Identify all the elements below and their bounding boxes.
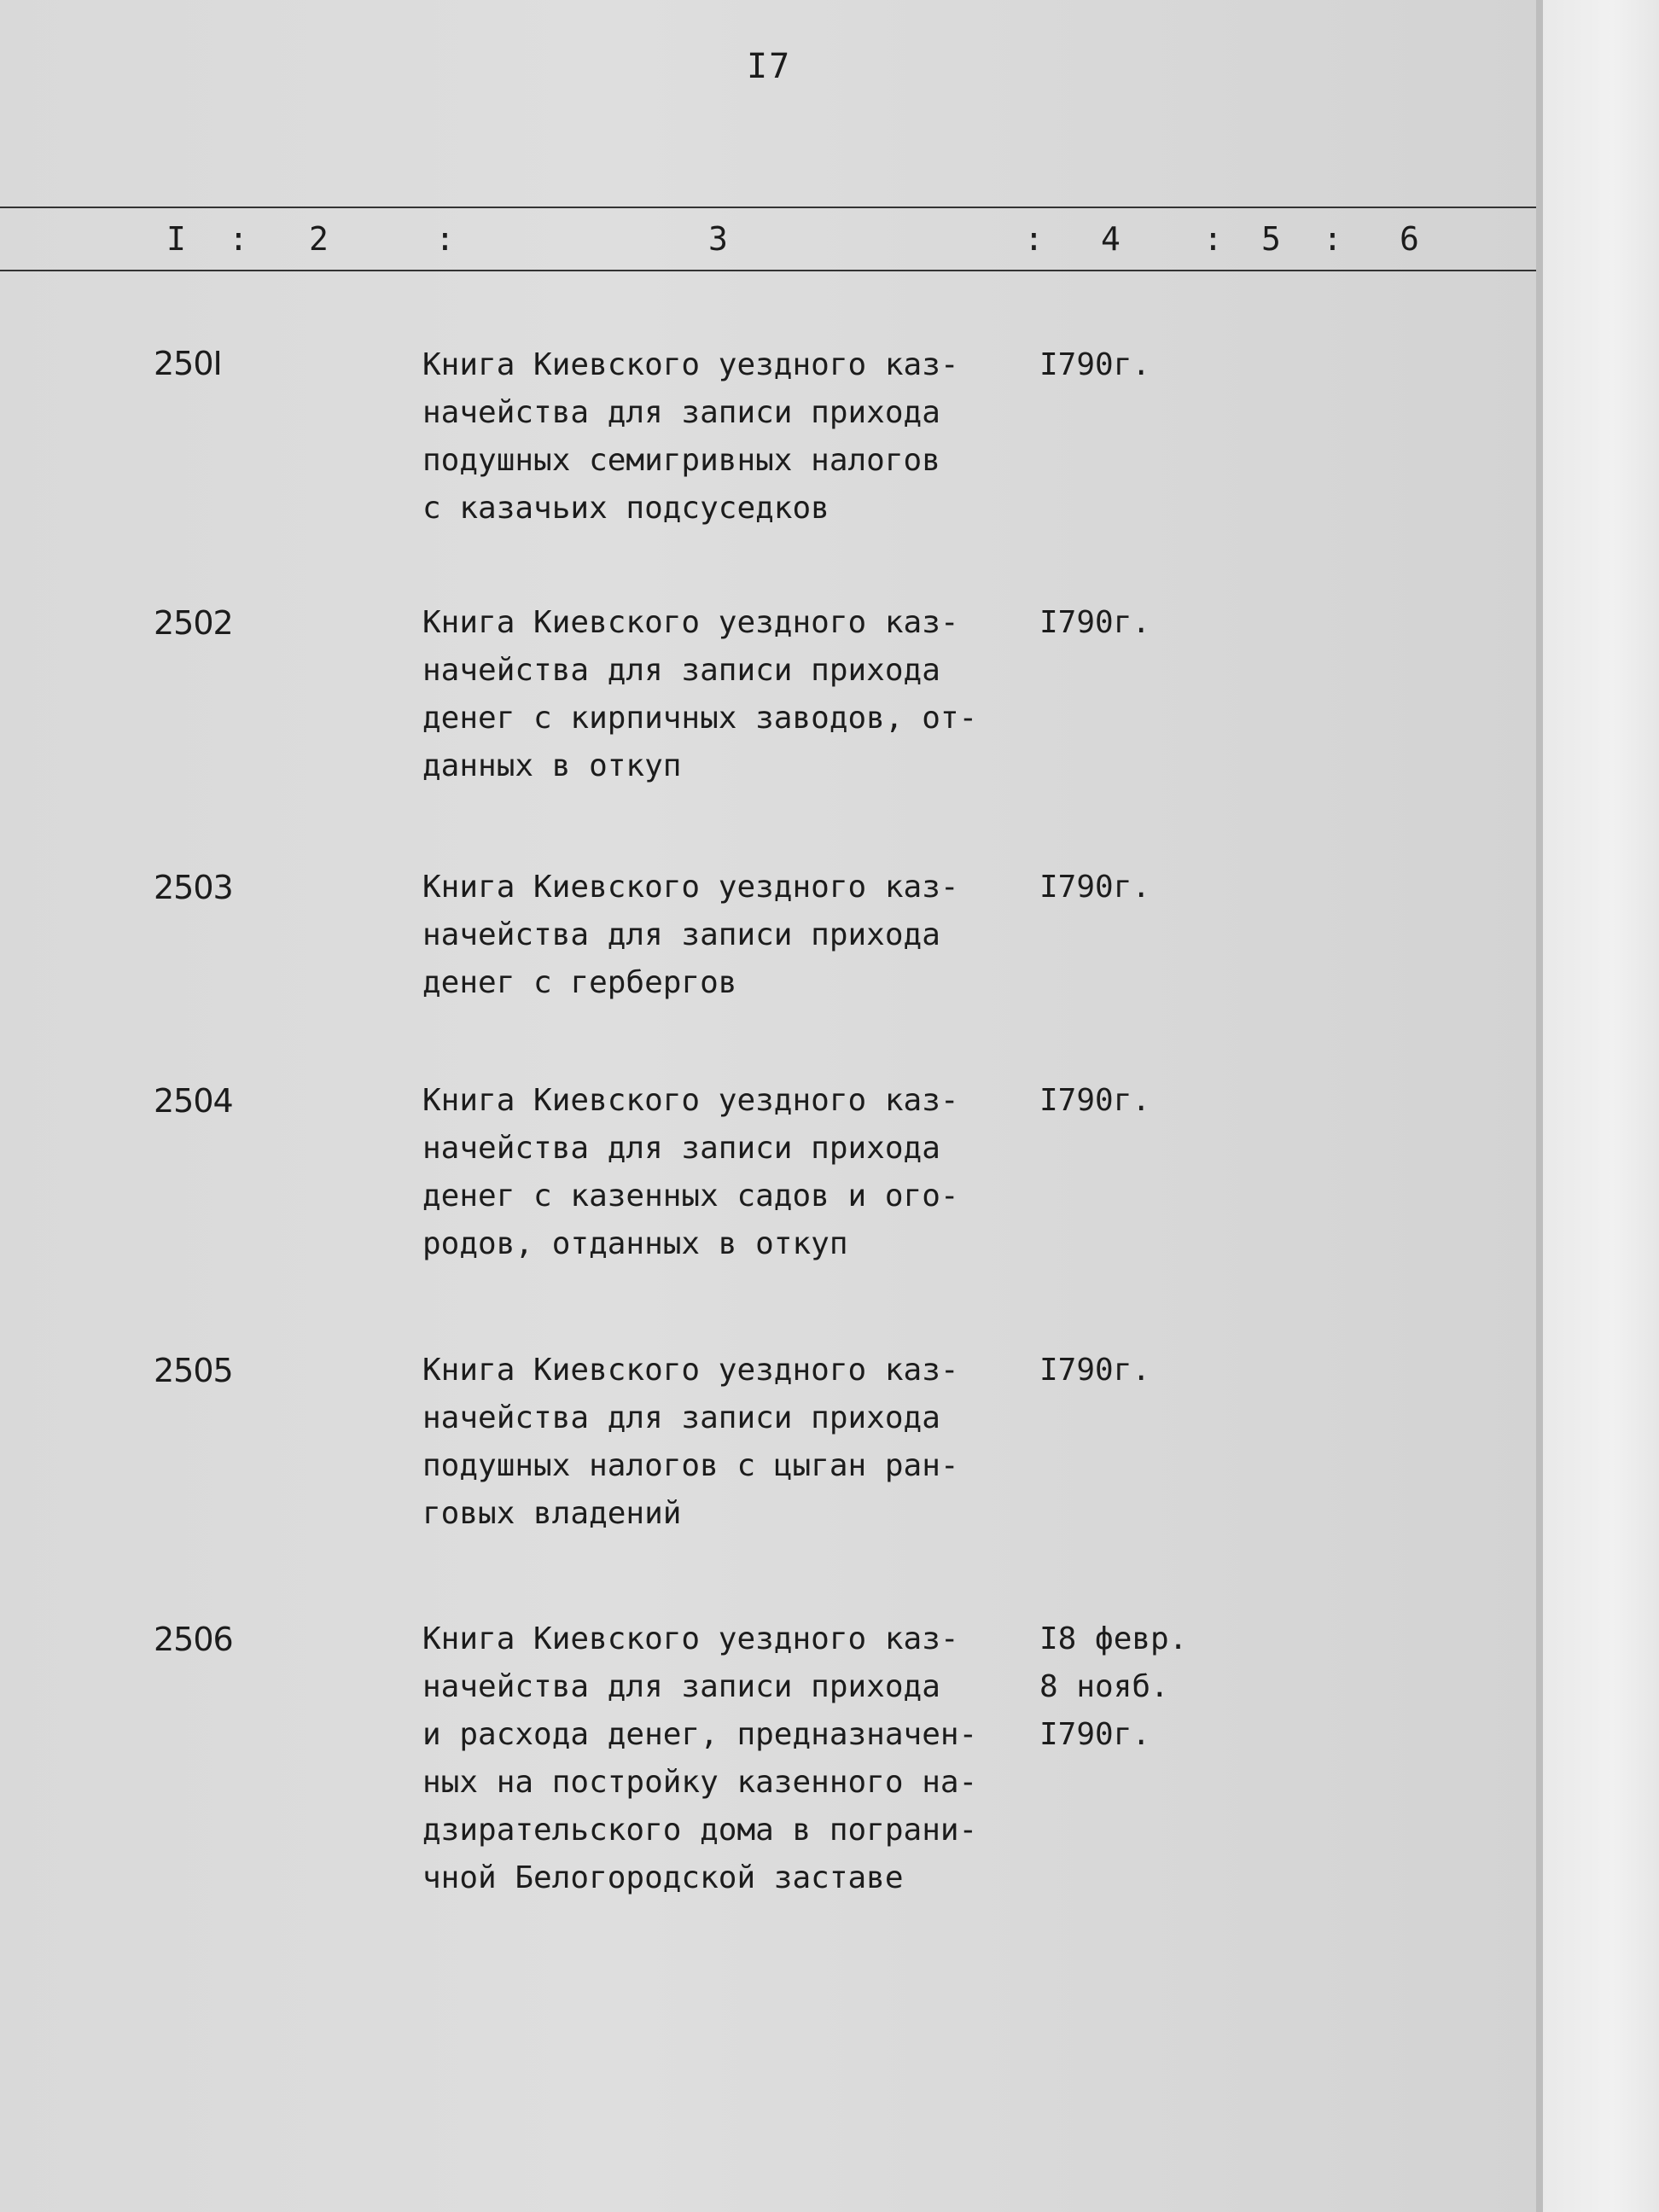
entry-title: Книга Киевского уездного каз- начейства для записи прихода денег с кирпичных заводов, от- данных в откуп <box>422 605 978 783</box>
header-rule-top <box>0 207 1536 208</box>
entry-title: Книга Киевского уездного каз- начейства для записи прихода денег с казенных садов и ого- родов, отданных в откуп <box>422 1083 959 1261</box>
entry-title: Книга Киевского уездного каз- начейства для записи прихода подушных семигривных налогов с казачьих подсуседков <box>422 347 959 526</box>
entry-title: Книга Киевского уездного каз- начейства для записи прихода и расхода денег, предназначен- ных на постройку казенного на- дзирательского дома в пограни- чной Белогородской заставе <box>422 1621 978 1895</box>
entry-id: 2506 <box>154 1621 233 1658</box>
column-separator: : <box>1203 220 1223 258</box>
entry-date: I790г. <box>1039 1353 1151 1388</box>
column-header-6: 6 <box>1400 220 1419 258</box>
underlying-page <box>1543 0 1659 2212</box>
header-rule-bottom <box>0 270 1536 271</box>
entry-title: Книга Киевского уездного каз- начейства для записи прихода денег с гербергов <box>422 870 959 1000</box>
page-number: I7 <box>747 47 792 86</box>
column-header-4: 4 <box>1101 220 1121 258</box>
column-separator: : <box>435 220 455 258</box>
entry-id: 2503 <box>154 869 233 906</box>
entry-title: Книга Киевского уездного каз- начейства для записи прихода подушных налогов с цыган ран- говых владений <box>422 1353 959 1531</box>
column-header-3: 3 <box>708 220 728 258</box>
column-header-2: 2 <box>309 220 329 258</box>
entry-date: I8 февр. 8 нояб. I790г. <box>1039 1621 1188 1752</box>
entry-date: I790г. <box>1039 605 1151 640</box>
column-separator: : <box>1024 220 1044 258</box>
column-separator: : <box>229 220 248 258</box>
entry-date: I790г. <box>1039 1083 1151 1118</box>
entry-date: I790г. <box>1039 347 1151 382</box>
entry-id: 2502 <box>154 604 233 642</box>
entry-id: 2505 <box>154 1352 233 1389</box>
entry-date: I790г. <box>1039 870 1151 905</box>
column-separator: : <box>1323 220 1342 258</box>
column-header-5: 5 <box>1261 220 1281 258</box>
column-header-1: I <box>166 220 186 258</box>
sheet-edge <box>1536 0 1543 2212</box>
entry-id: 250I <box>154 345 222 382</box>
entry-id: 2504 <box>154 1082 233 1120</box>
